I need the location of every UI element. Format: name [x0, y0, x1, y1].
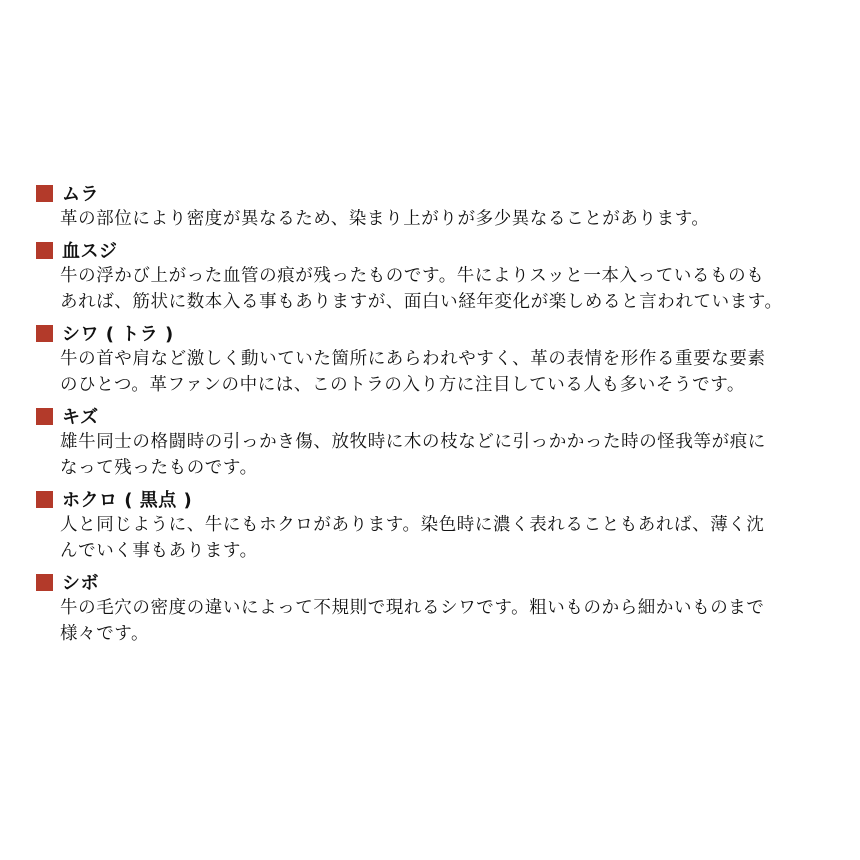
description-line: なって残ったものです。: [60, 458, 258, 478]
section-heading: [36, 320, 836, 346]
description-line: あれば、筋状に数本入る事もありますが、面白い経年変化が楽しめると言われています。: [60, 292, 783, 312]
description-line: 革の部位により密度が異なるため、染まり上がりが多少異なることがあります。: [60, 209, 710, 229]
description-line: のひとつ。革ファンの中には、このトラの入り方に注目している人も多いそうです。: [60, 375, 745, 395]
description-line: 牛の首や肩など激しく動いていた箇所にあらわれやすく、革の表情を形作る重要な要素: [60, 349, 766, 369]
section-title: シワ ( トラ ): [62, 324, 174, 345]
section-description: [60, 346, 836, 398]
section-description: [60, 263, 836, 315]
section-description: [60, 429, 836, 481]
section-heading: [36, 569, 836, 595]
section-chisuji: [36, 237, 836, 315]
description-line: 牛の浮かび上がった血管の痕が残ったものです。牛によりスッと一本入っているものも: [60, 266, 765, 286]
square-bullet-icon: [36, 408, 53, 425]
section-heading: [36, 486, 836, 512]
section-kizu: [36, 403, 836, 481]
section-description: [60, 206, 836, 232]
section-description: [60, 595, 836, 647]
square-bullet-icon: [36, 325, 53, 342]
leather-characteristics-list: [36, 180, 836, 652]
square-bullet-icon: [36, 574, 53, 591]
section-hokuro: [36, 486, 836, 564]
description-line: 人と同じように、牛にもホクロがあります。染色時に濃く表れることもあれば、薄く沈: [60, 515, 765, 535]
square-bullet-icon: [36, 491, 53, 508]
section-heading: [36, 180, 836, 206]
section-heading: [36, 403, 836, 429]
description-line: んでいく事もあります。: [60, 541, 258, 561]
section-description: [60, 512, 836, 564]
square-bullet-icon: [36, 185, 53, 202]
section-shibo: [36, 569, 836, 647]
section-title: シボ: [62, 573, 99, 594]
section-title: キズ: [62, 407, 99, 428]
description-line: 雄牛同士の格闘時の引っかき傷、放牧時に木の枝などに引っかかった時の怪我等が痕に: [60, 432, 766, 452]
section-title: ムラ: [62, 184, 99, 205]
section-title: ホクロ ( 黒点 ): [62, 490, 193, 511]
section-mura: [36, 180, 836, 232]
section-title: 血スジ: [62, 241, 118, 262]
description-line: 牛の毛穴の密度の違いによって不規則で現れるシワです。粗いものから細かいものまで: [60, 598, 765, 618]
description-line: 様々です。: [60, 624, 150, 644]
square-bullet-icon: [36, 242, 53, 259]
section-heading: [36, 237, 836, 263]
section-shiwa: [36, 320, 836, 398]
